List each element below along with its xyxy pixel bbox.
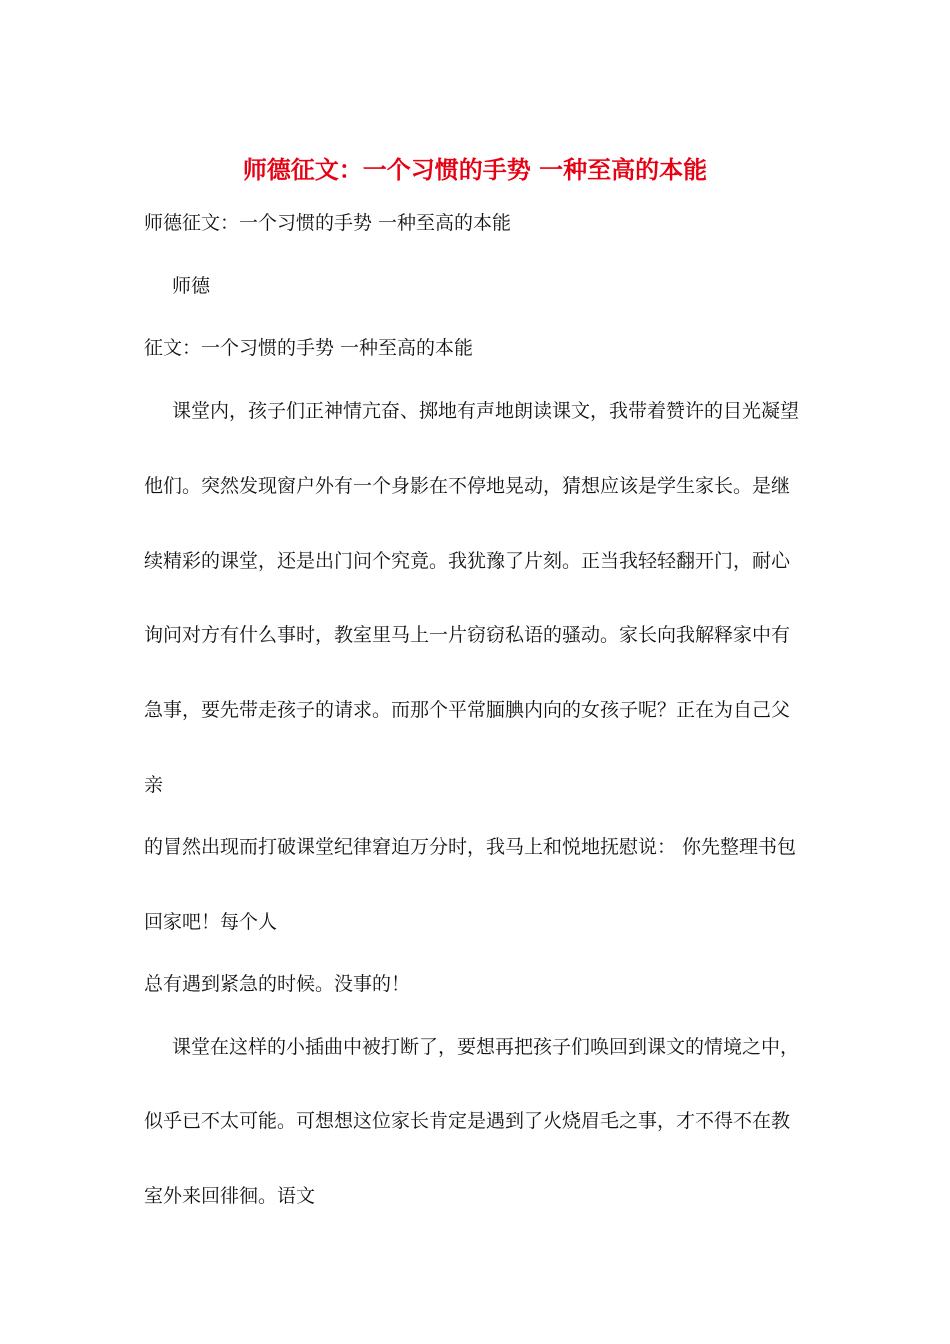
paragraph-line: 亲: [144, 774, 164, 796]
paragraph-line: 室外来回徘徊。语文: [144, 1185, 316, 1207]
paragraph-line: 师德: [172, 275, 211, 297]
paragraph-line: 的冒然出现而打破课堂纪律窘迫万分时，我马上和悦地抚慰说： 你先整理书包: [144, 836, 797, 858]
paragraph-line: 他们。突然发现窗户外有一个身影在不停地晃动，猜想应该是学生家长。是继: [144, 475, 791, 497]
paragraph-line: 征文：一个习惯的手势 一种至高的本能: [144, 337, 474, 359]
paragraph-line: 询问对方有什么事时，教室里马上一片窃窃私语的骚动。家长向我解释家中有: [144, 624, 791, 646]
paragraph-line: 课堂在这样的小插曲中被打断了，要想再把孩子们唤回到课文的情境之中，: [172, 1036, 800, 1058]
paragraph-line: 似乎已不太可能。可想想这位家长肯定是遇到了火烧眉毛之事，才不得不在教: [144, 1110, 791, 1132]
paragraph-line: 师德征文：一个习惯的手势 一种至高的本能: [144, 212, 512, 234]
paragraph-line: 回家吧！每个人: [144, 911, 278, 933]
paragraph-line: 课堂内，孩子们正神情亢奋、掷地有声地朗读课文，我带着赞许的目光凝望: [172, 400, 800, 422]
document-title: 师德征文：一个习惯的手势 一种至高的本能: [242, 156, 708, 184]
paragraph-line: 续精彩的课堂，还是出门问个究竟。我犹豫了片刻。正当我轻轻翻开门，耐心: [144, 550, 791, 572]
paragraph-line: 总有遇到紧急的时候。没事的！: [144, 973, 411, 995]
paragraph-line: 急事，要先带走孩子的请求。而那个平常腼腆内向的女孩子呢？正在为自己父: [144, 699, 791, 721]
